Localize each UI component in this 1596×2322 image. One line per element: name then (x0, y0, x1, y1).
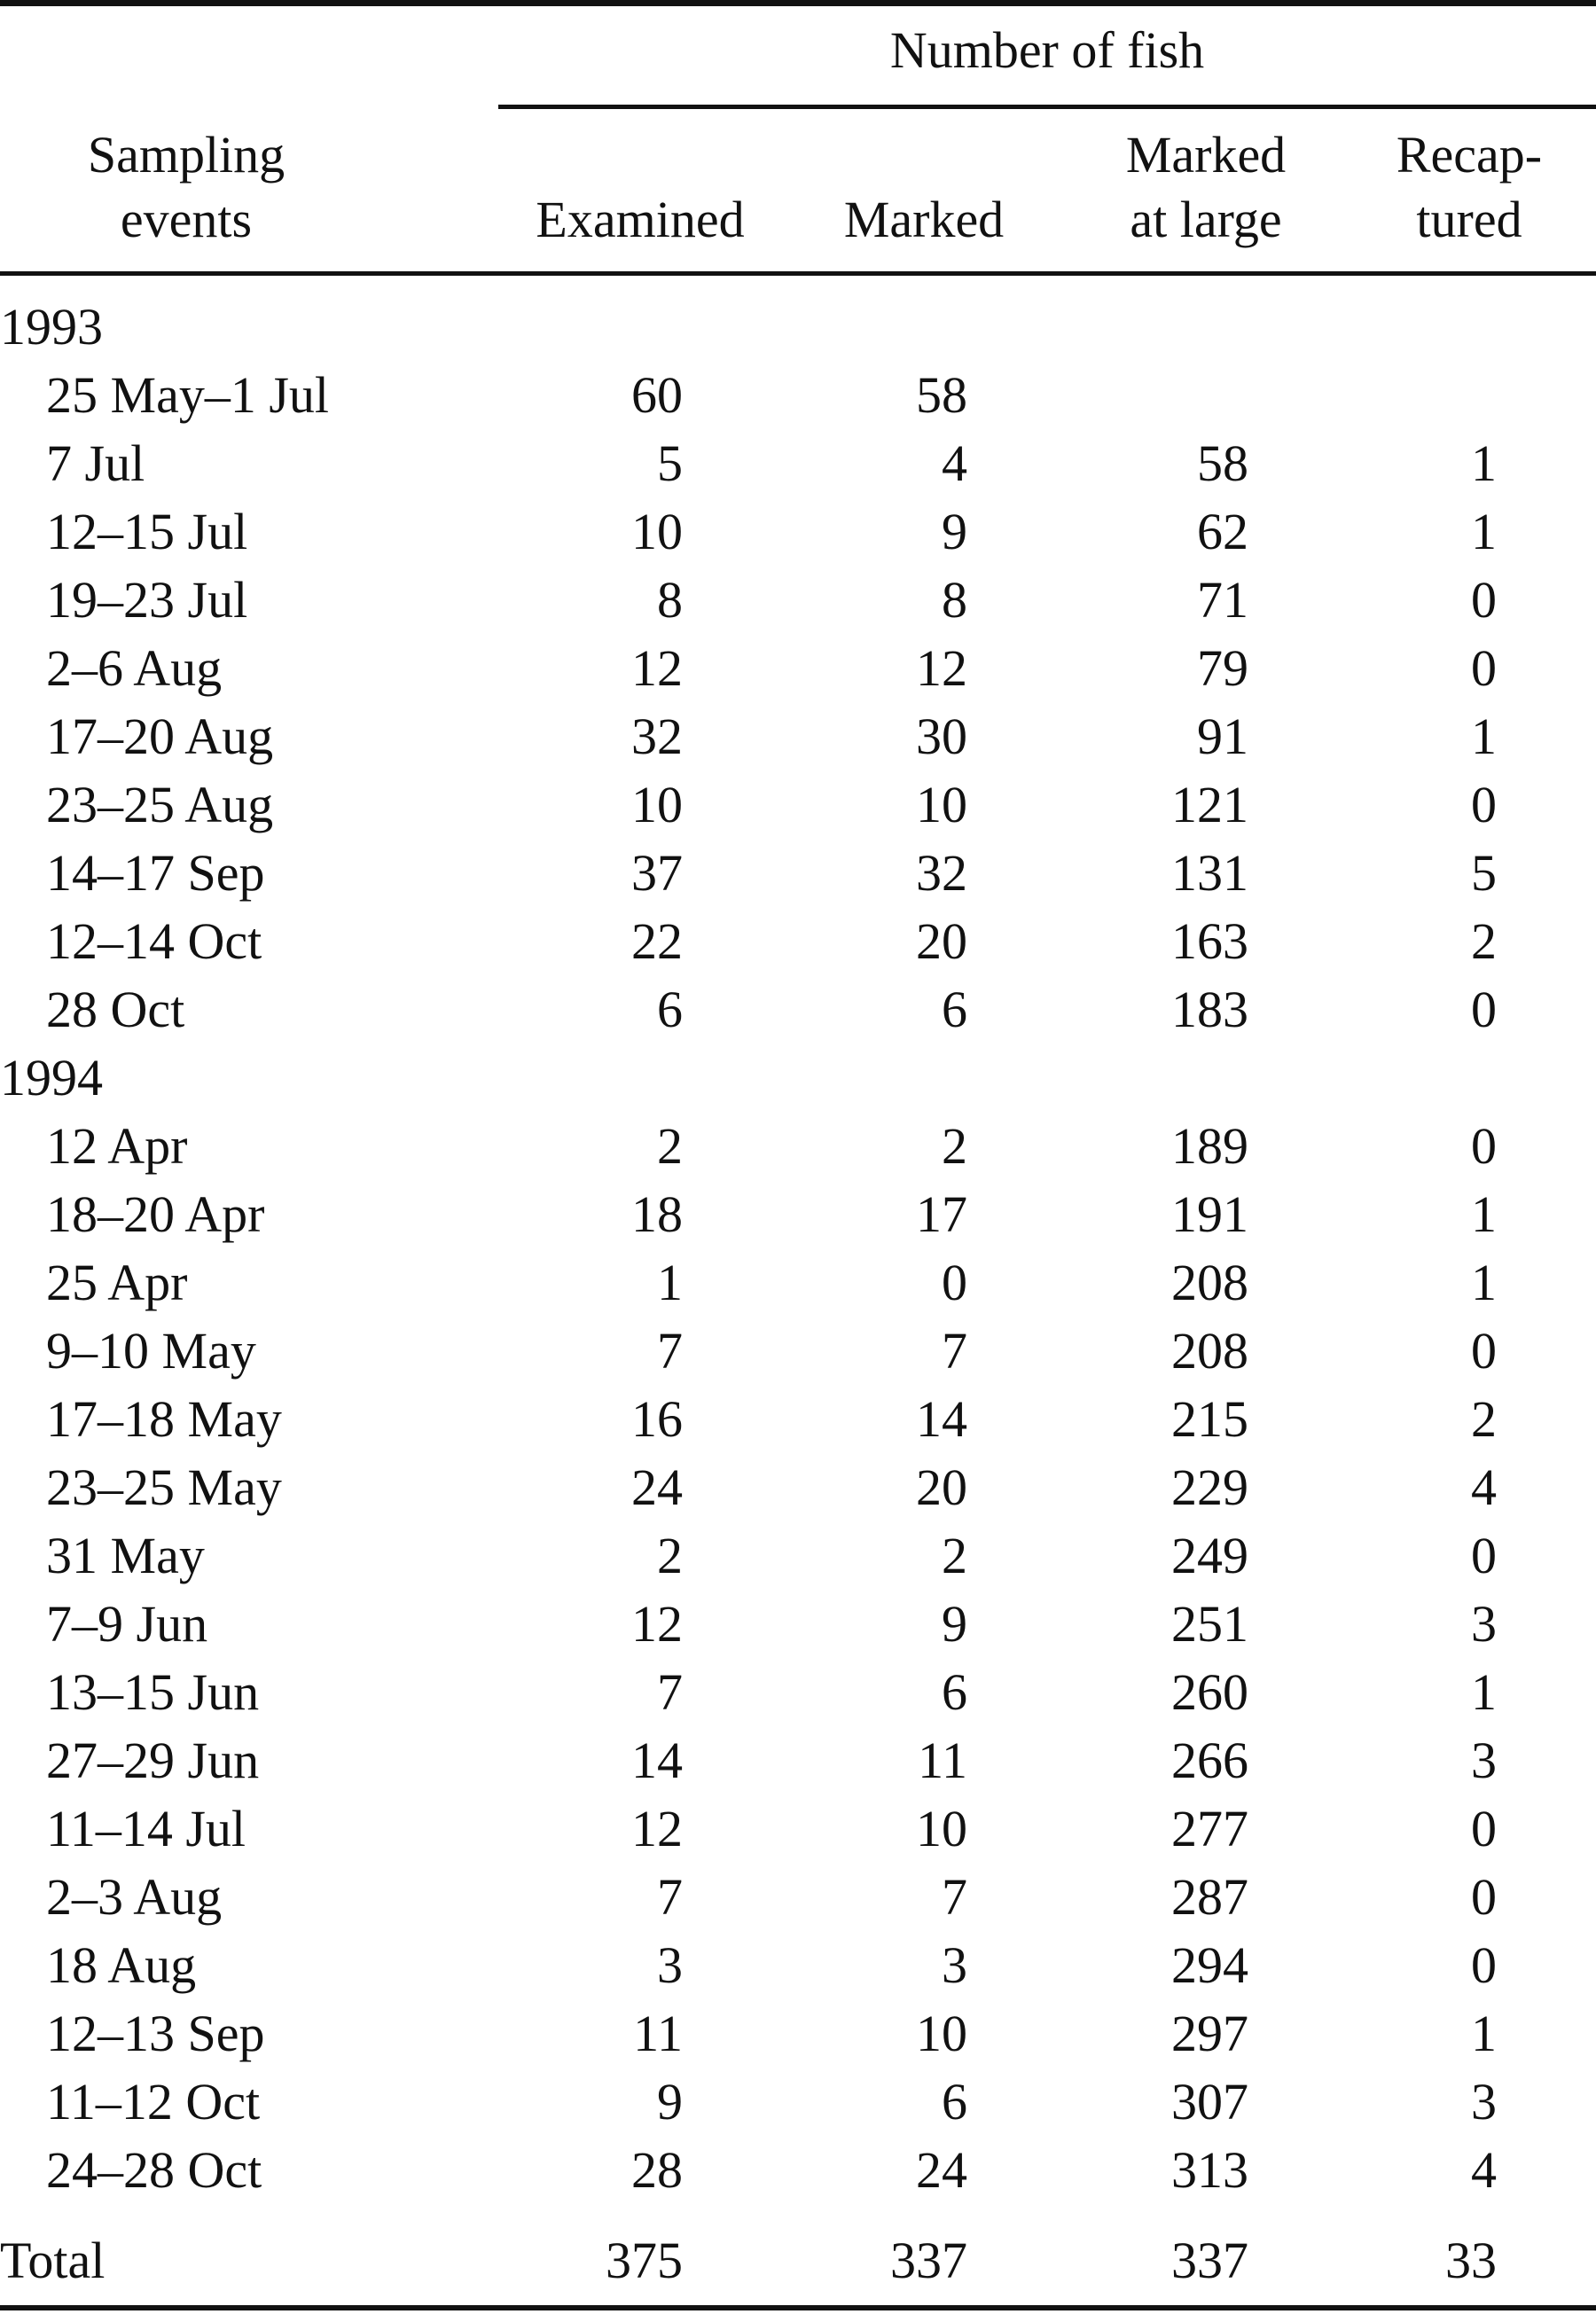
marked-at-large-cell: 121 (1171, 776, 1248, 833)
total-row (0, 2226, 1596, 2295)
examined-cell: 10 (631, 776, 683, 833)
table-row (0, 2136, 1596, 2204)
table-row (0, 1385, 1596, 1453)
sampling-event-cell: 19–23 Jul (46, 571, 248, 629)
table-row (0, 1112, 1596, 1180)
marked-at-large-cell: 251 (1171, 1595, 1248, 1653)
marked-cell: 0 (942, 1254, 967, 1311)
marked-cell: 2 (942, 1527, 967, 1584)
recaptured-cell: 1 (1471, 1185, 1497, 1243)
marked-cell: 30 (916, 708, 967, 765)
table-row (0, 1248, 1596, 1317)
marked-at-large-cell: 208 (1171, 1322, 1248, 1380)
recaptured-cell: 0 (1471, 776, 1497, 833)
examined-cell: 1 (657, 1254, 683, 1311)
marked-at-large-cell: 294 (1171, 1936, 1248, 1994)
recaptured-cell: 0 (1471, 571, 1497, 629)
recaptured-cell: 0 (1471, 1322, 1497, 1380)
table-row (0, 634, 1596, 702)
column-header-marked-at-large-line-2: at large (1130, 191, 1282, 248)
marked-at-large-cell: 191 (1171, 1185, 1248, 1243)
examined-cell: 28 (631, 2141, 683, 2199)
column-header-recaptured-line-1: Recap- (1396, 126, 1543, 184)
sampling-event-cell: 31 May (46, 1527, 205, 1584)
recaptured-cell: 1 (1471, 1663, 1497, 1721)
table-row (0, 429, 1596, 497)
recaptured-cell: 3 (1471, 2073, 1497, 2130)
table-row (0, 975, 1596, 1044)
marked-cell: 7 (942, 1868, 967, 1926)
table-row (0, 497, 1596, 566)
column-header-marked-at-large-line-1: Marked (1125, 126, 1287, 184)
table-row (0, 1658, 1596, 1726)
total-label: Total (0, 2232, 106, 2289)
examined-cell: 7 (657, 1322, 683, 1380)
examined-cell: 5 (657, 434, 683, 492)
marked-cell: 7 (942, 1322, 967, 1380)
marked-at-large-cell: 163 (1171, 912, 1248, 970)
recaptured-cell: 0 (1471, 1936, 1497, 1994)
examined-cell: 32 (631, 708, 683, 765)
sampling-event-cell: 27–29 Jun (46, 1732, 260, 1789)
group-header-rule (498, 105, 1596, 109)
table-row (0, 566, 1596, 634)
examined-cell: 12 (631, 639, 683, 697)
year-row (0, 293, 1596, 361)
sampling-event-cell: 13–15 Jun (46, 1663, 260, 1721)
marked-cell: 8 (942, 571, 967, 629)
marked-cell: 20 (916, 1458, 967, 1516)
table-row (0, 1931, 1596, 1999)
marked-cell: 10 (916, 1800, 967, 1857)
recaptured-cell: 4 (1471, 2141, 1497, 2199)
marked-cell: 9 (942, 1595, 967, 1653)
examined-cell: 14 (631, 1732, 683, 1789)
sampling-event-cell: 7–9 Jun (46, 1595, 208, 1653)
marked-at-large-cell: 189 (1171, 1117, 1248, 1175)
marked-cell: 58 (916, 366, 967, 424)
marked-at-large-cell: 313 (1171, 2141, 1248, 2199)
recaptured-cell: 2 (1471, 912, 1497, 970)
marked-cell: 10 (916, 776, 967, 833)
marked-cell: 11 (918, 1732, 967, 1789)
sampling-event-cell: 17–20 Aug (46, 708, 274, 765)
marked-cell: 32 (916, 844, 967, 902)
recaptured-cell: 0 (1471, 1868, 1497, 1926)
sampling-event-cell: 14–17 Sep (46, 844, 265, 902)
marked-cell: 9 (942, 503, 967, 560)
recaptured-cell: 1 (1471, 503, 1497, 560)
marked-cell: 3 (942, 1936, 967, 1994)
marked-cell: 20 (916, 912, 967, 970)
marked-cell: 17 (916, 1185, 967, 1243)
marked-cell: 24 (916, 2141, 967, 2199)
examined-cell: 7 (657, 1663, 683, 1721)
table-top-rule (0, 0, 1596, 6)
table-row (0, 1590, 1596, 1658)
table-row (0, 907, 1596, 975)
sampling-event-cell: 12–13 Sep (46, 2005, 265, 2062)
marked-at-large-cell: 260 (1171, 1663, 1248, 1721)
header-bottom-rule (0, 271, 1596, 276)
marked-cell: 6 (942, 2073, 967, 2130)
table-row (0, 1726, 1596, 1794)
recaptured-cell: 4 (1471, 1458, 1497, 1516)
marked-at-large-cell: 287 (1171, 1868, 1248, 1926)
marked-cell: 4 (942, 434, 967, 492)
marked-at-large-cell: 277 (1171, 1800, 1248, 1857)
table-row (0, 1521, 1596, 1590)
examined-cell: 7 (657, 1868, 683, 1926)
marked-at-large-cell: 215 (1171, 1390, 1248, 1448)
sampling-event-cell: 2–6 Aug (46, 639, 223, 697)
marked-cell: 14 (916, 1390, 967, 1448)
total-examined-cell: 375 (606, 2232, 683, 2289)
sampling-event-cell: 23–25 May (46, 1458, 282, 1516)
sampling-event-cell: 11–12 Oct (46, 2073, 261, 2130)
marked-at-large-cell: 297 (1171, 2005, 1248, 2062)
marked-at-large-cell: 131 (1171, 844, 1248, 902)
recaptured-cell: 5 (1471, 844, 1497, 902)
sampling-event-cell: 18 Aug (46, 1936, 197, 1994)
sampling-event-cell: 28 Oct (46, 981, 185, 1038)
marked-cell: 6 (942, 981, 967, 1038)
marked-at-large-cell: 71 (1197, 571, 1248, 629)
sampling-event-cell: 25 Apr (46, 1254, 188, 1311)
marked-cell: 6 (942, 1663, 967, 1721)
examined-cell: 11 (633, 2005, 683, 2062)
recaptured-cell: 0 (1471, 1800, 1497, 1857)
sampling-event-cell: 24–28 Oct (46, 2141, 262, 2199)
examined-cell: 10 (631, 503, 683, 560)
sampling-event-cell: 9–10 May (46, 1322, 256, 1380)
year-label: 1993 (0, 298, 103, 356)
table-row (0, 1999, 1596, 2068)
sampling-event-cell: 25 May–1 Jul (46, 366, 329, 424)
examined-cell: 37 (631, 844, 683, 902)
table-row (0, 1317, 1596, 1385)
marked-cell: 10 (916, 2005, 967, 2062)
table-row (0, 702, 1596, 770)
marked-cell: 12 (916, 639, 967, 697)
recaptured-cell: 1 (1471, 2005, 1497, 2062)
marked-at-large-cell: 91 (1197, 708, 1248, 765)
examined-cell: 60 (631, 366, 683, 424)
column-header-recaptured-line-2: tured (1416, 191, 1522, 248)
recaptured-cell: 3 (1471, 1595, 1497, 1653)
total-marked-at-large-cell: 337 (1171, 2232, 1248, 2289)
recaptured-cell: 1 (1471, 1254, 1497, 1311)
marked-at-large-cell: 266 (1171, 1732, 1248, 1789)
marked-at-large-cell: 79 (1197, 639, 1248, 697)
column-header-marked: Marked (843, 191, 1005, 248)
examined-cell: 24 (631, 1458, 683, 1516)
row-header-line-2: events (120, 191, 253, 248)
examined-cell: 22 (631, 912, 683, 970)
examined-cell: 8 (657, 571, 683, 629)
total-marked-cell: 337 (890, 2232, 967, 2289)
table-row (0, 1794, 1596, 1863)
recaptured-cell: 2 (1471, 1390, 1497, 1448)
column-header-examined: Examined (536, 191, 745, 248)
examined-cell: 16 (631, 1390, 683, 1448)
marked-at-large-cell: 58 (1197, 434, 1248, 492)
marked-cell: 2 (942, 1117, 967, 1175)
examined-cell: 2 (657, 1527, 683, 1584)
recaptured-cell: 1 (1471, 434, 1497, 492)
table-row (0, 1180, 1596, 1248)
table-bottom-rule (0, 2305, 1596, 2310)
year-label: 1994 (0, 1049, 103, 1106)
total-recaptured-cell: 33 (1445, 2232, 1497, 2289)
table-row (0, 2068, 1596, 2136)
examined-cell: 6 (657, 981, 683, 1038)
marked-at-large-cell: 229 (1171, 1458, 1248, 1516)
sampling-event-cell: 7 Jul (46, 434, 145, 492)
sampling-event-cell: 23–25 Aug (46, 776, 274, 833)
table-row (0, 361, 1596, 429)
row-header-line-1: Sampling (87, 126, 286, 184)
recaptured-cell: 3 (1471, 1732, 1497, 1789)
marked-at-large-cell: 183 (1171, 981, 1248, 1038)
sampling-event-cell: 2–3 Aug (46, 1868, 223, 1926)
table-row (0, 839, 1596, 907)
examined-cell: 9 (657, 2073, 683, 2130)
sampling-event-cell: 12–14 Oct (46, 912, 262, 970)
examined-cell: 2 (657, 1117, 683, 1175)
marked-at-large-cell: 307 (1171, 2073, 1248, 2130)
table-row (0, 1453, 1596, 1521)
group-header-number-of-fish: Number of fish (889, 21, 1205, 79)
marked-at-large-cell: 249 (1171, 1527, 1248, 1584)
recaptured-cell: 1 (1471, 708, 1497, 765)
sampling-event-cell: 11–14 Jul (46, 1800, 246, 1857)
sampling-event-cell: 17–18 May (46, 1390, 282, 1448)
table-row (0, 770, 1596, 839)
sampling-event-cell: 12 Apr (46, 1117, 188, 1175)
sampling-event-cell: 18–20 Apr (46, 1185, 265, 1243)
year-row (0, 1044, 1596, 1112)
sampling-event-cell: 12–15 Jul (46, 503, 248, 560)
marked-at-large-cell: 208 (1171, 1254, 1248, 1311)
examined-cell: 12 (631, 1595, 683, 1653)
examined-cell: 3 (657, 1936, 683, 1994)
examined-cell: 18 (631, 1185, 683, 1243)
recaptured-cell: 0 (1471, 981, 1497, 1038)
recaptured-cell: 0 (1471, 1527, 1497, 1584)
marked-at-large-cell: 62 (1197, 503, 1248, 560)
table-row (0, 1863, 1596, 1931)
recaptured-cell: 0 (1471, 639, 1497, 697)
recaptured-cell: 0 (1471, 1117, 1497, 1175)
examined-cell: 12 (631, 1800, 683, 1857)
